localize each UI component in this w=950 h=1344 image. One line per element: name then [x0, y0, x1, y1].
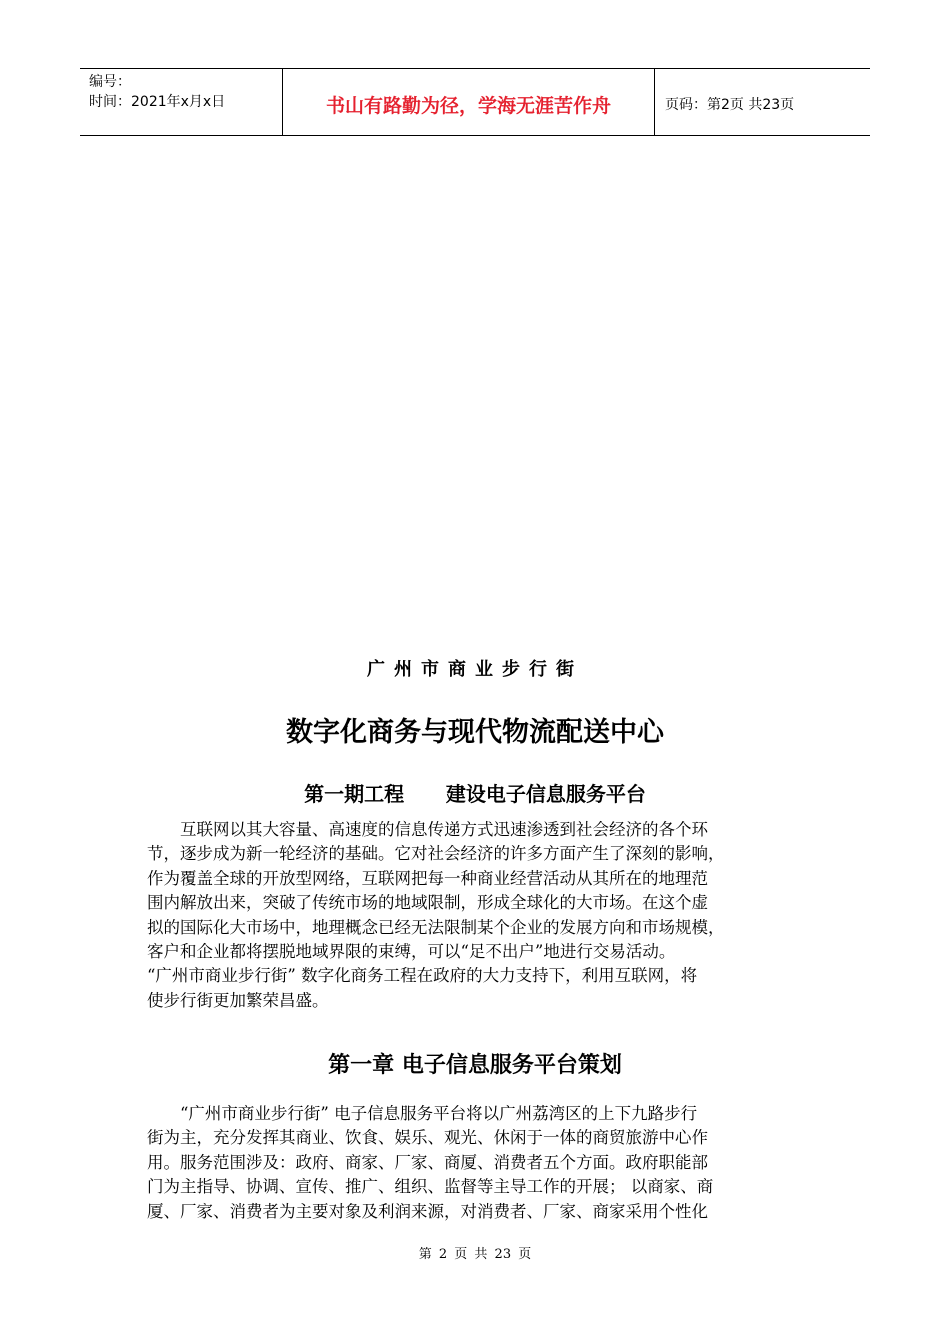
- chapter-title: 第一章 电子信息服务平台策划: [328, 1053, 622, 1078]
- paragraph-line: 客户和企业都将摆脱地域界限的束缚，可以“足不出户”地进行交易活动。: [147, 942, 676, 962]
- document-header: [80, 68, 870, 136]
- paragraph-line: 街为主，充分发挥其商业、饮食、娱乐、观光、休闲于一体的商贸旅游中心作: [147, 1128, 708, 1148]
- paragraph-line: 用。服务范围涉及：政府、商家、厂家、商厦、消费者五个方面。政府职能部: [147, 1152, 708, 1172]
- phase-title: 第一期工程 建设电子信息服务平台: [304, 782, 646, 806]
- time-label: 时间：2021年x月x日: [89, 94, 226, 110]
- paragraph-line: 使步行街更加繁荣昌盛。: [147, 990, 329, 1010]
- paragraph-line: “广州市商业步行街” 数字化商务工程在政府的大力支持下，利用互联网，将: [147, 966, 698, 986]
- number-label: 编号：: [89, 74, 131, 90]
- page-footer: 第 2 页 共 23 页: [418, 1247, 532, 1262]
- paragraph-line: 围内解放出来，突破了传统市场的地域限制，形成全球化的大市场。在这个虚: [147, 893, 708, 913]
- header-meta: [80, 69, 282, 135]
- document-subtitle: 广州市商业步行街: [367, 659, 583, 680]
- document-title: 数字化商务与现代物流配送中心: [286, 717, 664, 748]
- paragraph-line: 厦、厂家、消费者为主要对象及利润来源，对消费者、厂家、商家采用个性化: [147, 1201, 708, 1221]
- paragraph-line: 作为覆盖全球的开放型网络，互联网把每一种商业经营活动从其所在的地理范: [147, 868, 708, 888]
- paragraph-line: 互联网以其大容量、高速度的信息传递方式迅速渗透到社会经济的各个环: [147, 820, 708, 839]
- paragraph-line: 节，逐步成为新一轮经济的基础。它对社会经济的许多方面产生了深刻的影响，: [147, 844, 725, 864]
- paragraph-line: 拟的国际化大市场中，地理概念已经无法限制某个企业的发展方向和市场规模，: [147, 917, 725, 937]
- chapter-paragraph: [147, 1102, 809, 1224]
- paragraph-line: “广州市商业步行街” 电子信息服务平台将以广州荔湾区的上下九路步行: [147, 1104, 698, 1123]
- intro-paragraph: [147, 818, 809, 1013]
- header-page-info: 页码：第2页 共23页: [665, 97, 795, 113]
- paragraph-line: 门为主指导、协调、宣传、推广、组织、监督等主导工作的开展； 以商家、商: [147, 1177, 714, 1197]
- header-motto: 书山有路勤为径，学海无涯苦作舟: [282, 69, 655, 135]
